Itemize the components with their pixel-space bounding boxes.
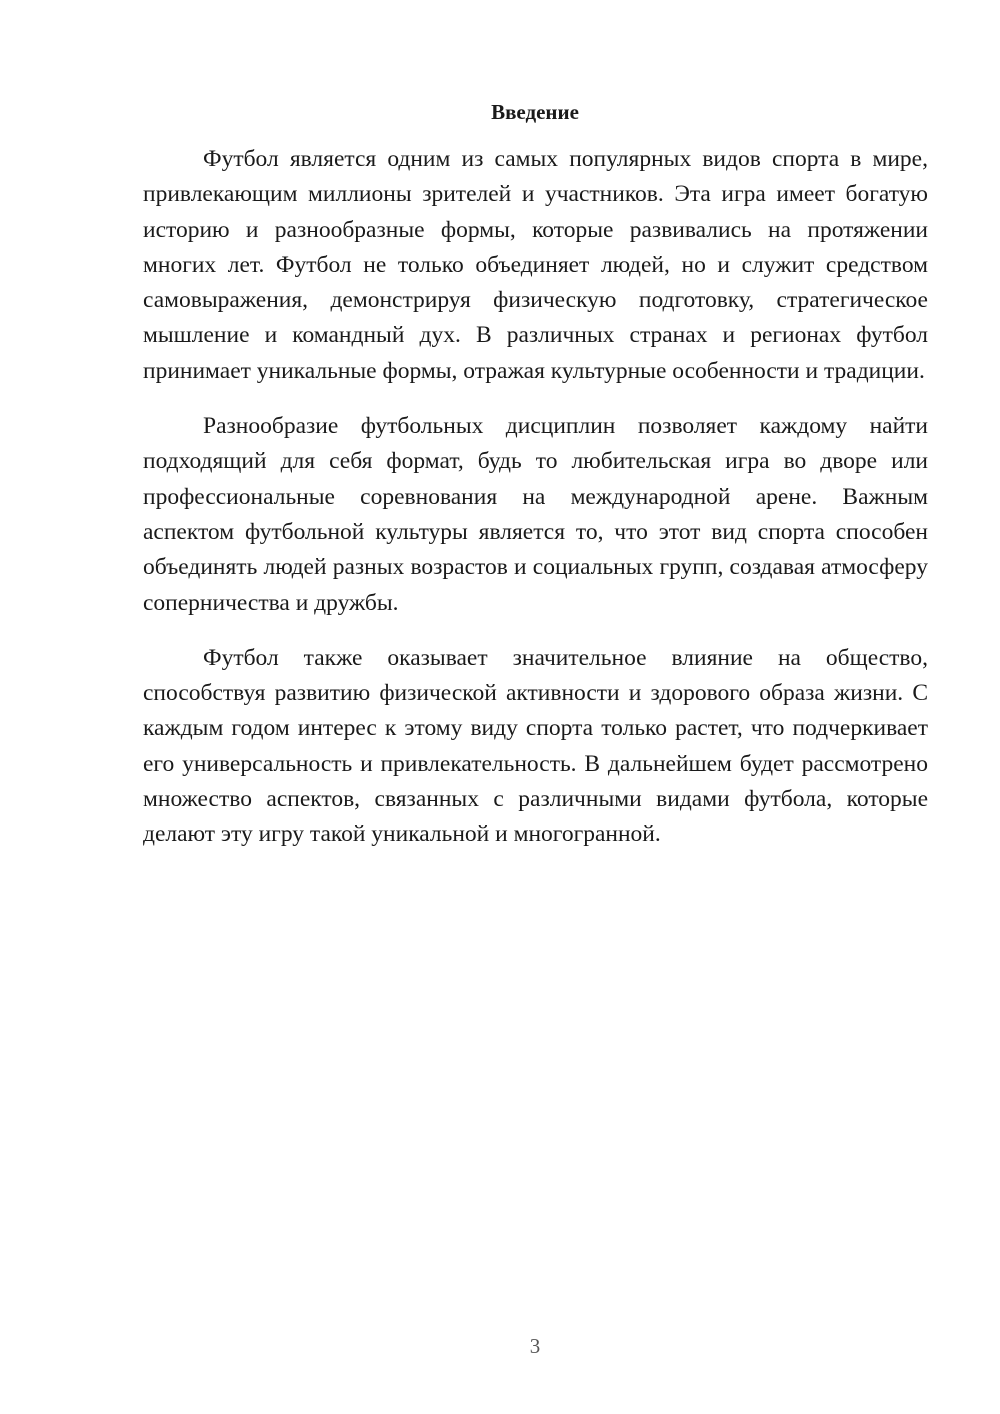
paragraph-3: Футбол также оказывает значительное влияние на общество, способствуя развитию физической активности и здорового образа жизни. С каждым годом интерес к этому виду спорта только растет, что подчеркивает его универсальность и привлекательность. В дальнейшем будет рассмотрено множество аспектов, связанных с различными видами футбола, которые делают эту игру такой уникальной и многогранной. xyxy=(143,644,928,848)
paragraph-2: Разнообразие футбольных дисциплин позволяет каждому найти подходящий для себя формат, будь то любительская игра во дворе или профессиональные соревнования на международной арене. Важным аспектом футбольной культуры является то, что этот вид спорта способен объединять людей разных возрастов и социальных групп, создавая атмосферу соперничества и дружбы. xyxy=(143,413,928,616)
page-number: 3 xyxy=(529,1334,541,1358)
section-heading: Введение xyxy=(491,100,579,124)
body-text xyxy=(143,142,928,853)
paragraph-1: Футбол является одним из самых популярных видов спорта в мире, привлекающим миллионы зрителей и участников. Эта игра имеет богатую историю и разнообразные формы, которые развивались на протяжении многих лет. Футбол не только объединяет людей, но и служит средством самовыражения, демонстрируя физическую подготовку, стратегическое мышление и командный дух. В различных странах и регионах футбол принимает уникальные формы, отражая культурные особенности и традиции. xyxy=(143,146,928,384)
